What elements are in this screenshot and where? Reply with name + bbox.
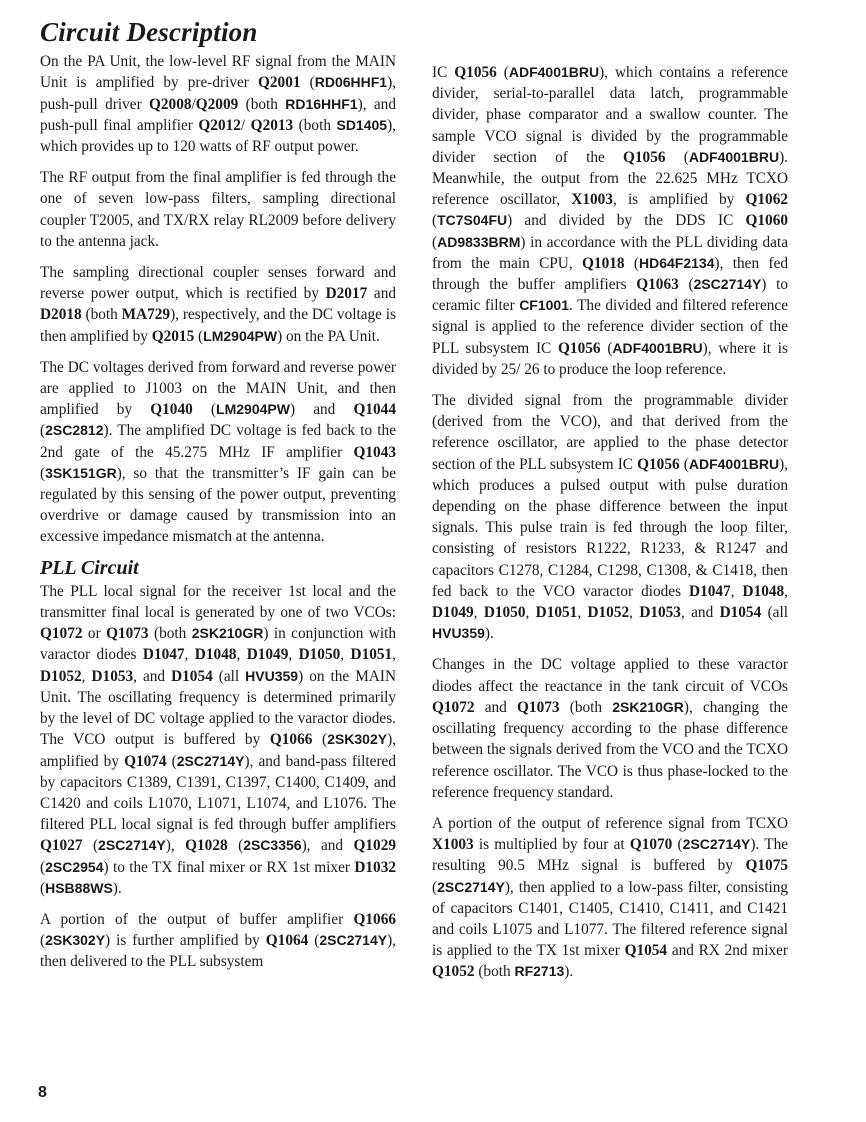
part-number: 2SC2714Y: [176, 752, 245, 769]
component-ref: Q1063: [636, 276, 679, 294]
part-number: ADF4001BRU: [688, 148, 780, 165]
component-ref: D2017: [325, 285, 368, 303]
paragraph: The DC voltages derived from forward and reverse power are applied to J1003 on the MAIN Unit, and then amplified by Q1040 (LM2904PW) and Q1044 (2SC2812). The amplified DC voltage is fed back to the 2nd gate of the 45.275 MHz IF amplifier Q1043 (3SK151GR), so that the transmitter’s IF gain can be regulated by this sensing of the power output, preventing overdrive or damage caused by transmission into an excessive impedance mismatch at the antenna.: [40, 358, 396, 546]
component-ref: Q1044: [353, 401, 396, 419]
component-ref: D1047: [689, 582, 731, 600]
part-number: 2SK302Y: [45, 932, 106, 949]
component-ref: MA729: [121, 306, 171, 324]
part-number: ADF4001BRU: [688, 455, 780, 472]
paragraph: A portion of the output of buffer amplifier Q1066 (2SK302Y) is further amplified by Q1064 (2SC2714Y), then delivered to the PLL subsystem: [40, 910, 396, 971]
component-ref: Q1072: [40, 625, 83, 643]
component-ref: Q1073: [106, 625, 149, 643]
component-ref: D1051: [350, 646, 393, 664]
part-number: TC7S04FU: [437, 212, 508, 229]
paragraph: Changes in the DC voltage applied to these varactor diodes affect the reactance in the tank circuit of VCOs Q1072 and Q1073 (both 2SK210GR), changing the oscillating frequency according to the phase difference between the signals derived from the VCO and the TCXO reference oscillator. The VCO is thus phase-locked to the reference frequency standard.: [432, 656, 788, 801]
component-ref: Q1043: [353, 443, 396, 461]
part-number: 2SC2714Y: [682, 836, 751, 853]
component-ref: Q1073: [517, 698, 560, 716]
component-ref: Q2015: [151, 327, 195, 345]
component-ref: D1052: [40, 667, 82, 685]
component-ref: Q1056: [637, 455, 680, 473]
component-ref: D1051: [535, 604, 578, 622]
part-number: 2SC2714Y: [319, 932, 388, 949]
component-ref: Q1064: [265, 932, 309, 950]
component-ref: D1048: [194, 646, 237, 664]
paragraph: The divided signal from the programmable divider (derived from the VCO), and that derived from the reference oscillator, are applied to the phase detector section of the PLL subsystem IC Q1056 (ADF4001BRU), which produces a pulsed output with pulse duration depending on the phase difference between the input signals. This pulse train is fed through the loop filter, consisting of resistors R1222, R1233, & R1247 and capacitors C1278, C1284, C1298, C1308, & C1418, then fed back to the VCO varactor diodes D1047, D1048, D1049, D1050, D1051, D1052, D1053, and D1054 (all HVU359).: [432, 392, 789, 643]
component-ref: Q1072: [432, 698, 475, 716]
component-ref: Q1056: [454, 64, 497, 81]
part-number: HSB88WS: [45, 879, 113, 896]
component-ref: D1053: [639, 604, 681, 622]
component-ref: Q2008: [149, 95, 192, 113]
part-number: 2SC2714Y: [98, 837, 166, 854]
component-ref: Q2013: [250, 116, 294, 134]
component-ref: Q1052: [432, 963, 475, 981]
page-title: Circuit Description: [40, 17, 258, 47]
part-number: 2SC3356: [243, 837, 302, 854]
paragraph: The sampling directional coupler senses forward and reverse power output, which is rectified by D2017 and D2018 (both MA729), respectively, and the DC voltage is then amplified by Q2015 (LM2904PW) on the PA Unit.: [40, 264, 396, 345]
component-ref: Q1075: [745, 857, 788, 875]
component-ref: Q1066: [269, 731, 313, 749]
pll-section: [40, 581, 396, 973]
component-ref: D1047: [142, 646, 185, 664]
component-ref: Q1056: [623, 148, 666, 166]
part-number: RF2713: [514, 963, 565, 980]
part-number: ADF4001BRU: [612, 339, 703, 356]
part-number: 2SC2812: [45, 422, 104, 439]
part-number: 3SK151GR: [45, 464, 117, 481]
left-column: [40, 17, 397, 983]
component-ref: X1003: [432, 836, 474, 854]
part-number: HD64F2134: [639, 254, 715, 271]
component-ref: Q1062: [745, 191, 788, 209]
component-ref: D1048: [742, 582, 785, 600]
part-number: SD1405: [336, 116, 388, 133]
part-number: LM2904PW: [216, 401, 290, 418]
part-number: 2SC2714Y: [693, 276, 762, 293]
part-number: RD06HHF1: [314, 74, 388, 91]
component-ref: Q1060: [745, 212, 788, 230]
component-ref: D1050: [298, 646, 341, 664]
part-number: 2SC2954: [45, 858, 104, 875]
component-ref: D1052: [587, 604, 630, 622]
page-number: 8: [38, 1084, 47, 1101]
component-ref: Q1056: [558, 339, 601, 357]
part-number: CF1001: [519, 297, 569, 314]
component-ref: X1003: [571, 191, 613, 209]
part-number: HVU359: [432, 625, 485, 642]
component-ref: D1049: [246, 646, 289, 664]
component-ref: Q1066: [353, 910, 396, 928]
paragraph: The RF output from the final amplifier is fed through the one of seven low-pass filters, sampling directional coupler T2005, and TX/RX relay RL2009 before delivery to the antenna jack.: [40, 169, 396, 250]
right-column: [432, 62, 788, 993]
component-ref: Q2009: [195, 95, 239, 113]
paragraph: On the PA Unit, the low-level RF signal from the MAIN Unit is amplified by pre-driver Q2001 (RD06HHF1), push-pull driver Q2008/Q2009 (both RD16HHF1), and push-pull final amplifier Q2012/ Q2013 (both SD1405), which provides up to 120 watts of RF output power.: [40, 53, 396, 156]
component-ref: Q2012: [198, 116, 241, 134]
component-ref: Q1040: [150, 401, 193, 419]
part-number: HVU359: [245, 667, 299, 684]
component-ref: D1050: [483, 604, 526, 622]
component-ref: D1049: [432, 604, 474, 622]
part-number: AD9833BRM: [437, 233, 521, 250]
component-ref: Q1070: [629, 836, 673, 854]
component-ref: Q1018: [582, 254, 625, 272]
component-ref: D1054: [719, 604, 762, 622]
paragraph: A portion of the output of reference signal from TCXO X1003 is multiplied by four at Q1070 (2SC2714Y). The resulting 90.5 MHz signal is buffered by Q1075 (2SC2714Y), then applied to a low-pass filter, consisting of capacitors C1401, C1405, C1410, C1411, and C1421 and coils L1075 and L1077. The filtered reference signal is applied to the TX 1st mixer Q1054 and RX 2nd mixer Q1052 (both RF2713).: [432, 814, 789, 981]
component-ref: Q1074: [124, 752, 167, 770]
part-number: 2SK210GR: [191, 625, 264, 642]
component-ref: Q1054: [624, 942, 668, 960]
component-ref: D1053: [91, 667, 134, 685]
part-number: RD16HHF1: [285, 95, 358, 112]
paragraph: IC Q1056 (ADF4001BRU), which contains a reference divider, serial-to-parallel data latch, programmable divider, phase comparator and a swallow counter. The sample VCO signal is divided by the programmable divider section of the Q1056 (ADF4001BRU). Meanwhile, the output from the 22.625 MHz TCXO reference oscillator, X1003, is amplified by Q1062 (TC7S04FU) and divided by the DDS IC Q1060 (AD9833BRM) in accordance with the PLL dividing data from the main CPU, Q1018 (HD64F2134), then fed through the buffer amplifiers Q1063 (2SC2714Y) to ceramic filter CF1001. The divided and filtered reference signal is applied to the reference divider section of the PLL subsystem IC Q1056 (ADF4001BRU), where it is divided by 25/ 26 to produce the loop reference.: [432, 64, 789, 378]
component-ref: D1032: [354, 858, 396, 876]
part-number: ADF4001BRU: [508, 64, 600, 80]
component-ref: D1054: [171, 667, 213, 685]
component-ref: D2018: [40, 306, 82, 324]
component-ref: Q1028: [185, 837, 228, 855]
part-number: LM2904PW: [203, 327, 278, 344]
part-number: 2SK210GR: [612, 698, 684, 715]
component-ref: Q2001: [258, 74, 301, 92]
paragraph: The PLL local signal for the receiver 1st local and the transmitter final local is generated by one of two VCOs: Q1072 or Q1073 (both 2SK210GR) in conjunction with varactor diodes D1047, D1048, D1049, D1050, D1051, D1052, D1053, and D1054 (all HVU359) on the MAIN Unit. The oscillating frequency is determined primarily by the level of DC voltage applied to the varactor diodes. The VCO output is buffered by Q1066 (2SK302Y), amplified by Q1074 (2SC2714Y), and band-pass filtered by capacitors C1389, C1391, C1397, C1400, C1409, and C1420 and coils L1070, L1071, L1074, and L1076. The filtered PLL local signal is fed through buffer amplifiers Q1027 (2SC2714Y), Q1028 (2SC3356), and Q1029 (2SC2954) to the TX final mixer or RX 1st mixer D1032 (HSB88WS).: [40, 582, 397, 897]
pll-section-heading: PLL Circuit: [40, 556, 139, 579]
part-number: 2SK302Y: [327, 731, 388, 748]
intro-section: [40, 51, 396, 547]
component-ref: Q1027: [40, 837, 83, 855]
component-ref: Q1029: [353, 837, 396, 855]
part-number: 2SC2714Y: [437, 878, 505, 895]
